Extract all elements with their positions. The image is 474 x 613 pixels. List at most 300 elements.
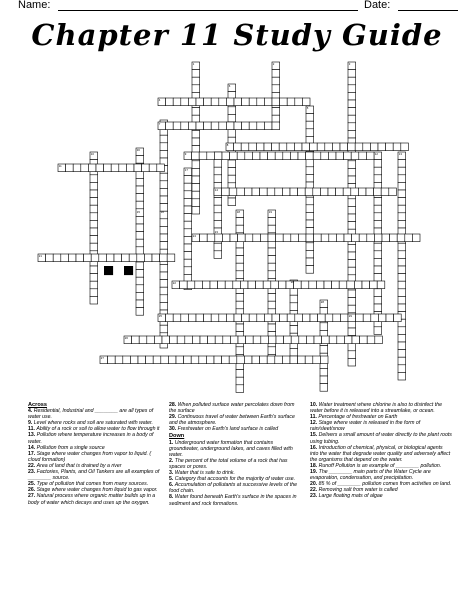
crossword-cell[interactable] — [348, 351, 356, 359]
crossword-cell[interactable] — [249, 314, 257, 322]
crossword-cell[interactable] — [337, 336, 345, 344]
crossword-cell[interactable] — [360, 336, 368, 344]
crossword-cell[interactable] — [129, 254, 137, 262]
crossword-cell[interactable] — [398, 342, 406, 350]
crossword-cell[interactable] — [398, 372, 406, 380]
crossword-cell[interactable] — [309, 281, 317, 289]
crossword-cell[interactable] — [160, 196, 168, 204]
crossword-cell[interactable] — [375, 336, 383, 344]
crossword-cell[interactable] — [192, 77, 200, 85]
crossword-cell[interactable] — [228, 175, 236, 183]
crossword-cell[interactable] — [264, 98, 272, 106]
crossword-cell[interactable] — [306, 243, 314, 251]
crossword-cell[interactable] — [136, 277, 144, 285]
crossword-cell[interactable] — [398, 190, 406, 198]
crossword-cell[interactable] — [214, 220, 222, 228]
crossword-cell[interactable] — [192, 176, 200, 184]
crossword-cell[interactable] — [191, 356, 199, 364]
crossword-cell[interactable] — [123, 356, 131, 364]
crossword-cell[interactable] — [377, 281, 385, 289]
crossword-cell[interactable] — [306, 220, 314, 228]
crossword-cell[interactable] — [257, 122, 265, 130]
crossword-cell[interactable] — [104, 164, 112, 172]
crossword-cell[interactable] — [283, 234, 291, 242]
crossword-cell[interactable] — [398, 213, 406, 221]
crossword-cell[interactable] — [272, 115, 280, 123]
crossword-cell[interactable] — [219, 98, 227, 106]
crossword-cell[interactable] — [166, 98, 174, 106]
crossword-cell[interactable] — [184, 244, 192, 252]
crossword-cell[interactable] — [398, 182, 406, 190]
crossword-cell[interactable] — [348, 214, 356, 222]
crossword-cell[interactable] — [294, 281, 302, 289]
crossword-cell[interactable] — [398, 357, 406, 365]
crossword-cell[interactable] — [398, 274, 406, 282]
crossword-cell[interactable] — [412, 234, 420, 242]
crossword-cell[interactable] — [268, 152, 276, 160]
crossword-cell[interactable] — [306, 266, 314, 274]
crossword-cell[interactable] — [398, 243, 406, 251]
crossword-cell[interactable] — [115, 356, 123, 364]
crossword-cell[interactable] — [355, 143, 363, 151]
crossword-cell[interactable] — [320, 384, 328, 392]
crossword-cell[interactable] — [248, 281, 256, 289]
crossword-cell[interactable] — [160, 287, 168, 295]
crossword-cell[interactable] — [184, 259, 192, 267]
crossword-cell[interactable] — [192, 130, 200, 138]
crossword-cell[interactable] — [352, 336, 360, 344]
crossword-cell[interactable] — [142, 164, 150, 172]
crossword-cell[interactable] — [90, 289, 98, 297]
crossword-cell[interactable] — [226, 122, 234, 130]
crossword-cell[interactable] — [152, 254, 160, 262]
crossword-cell[interactable] — [374, 213, 382, 221]
crossword-cell[interactable] — [398, 327, 406, 335]
crossword-cell[interactable] — [173, 314, 181, 322]
crossword-cell[interactable] — [192, 108, 200, 116]
crossword-cell[interactable] — [206, 356, 214, 364]
crossword-cell[interactable] — [306, 205, 314, 213]
crossword-cell[interactable] — [153, 356, 161, 364]
crossword-cell[interactable] — [313, 152, 321, 160]
crossword-cell[interactable] — [241, 143, 249, 151]
crossword-cell[interactable] — [366, 152, 374, 160]
crossword-cell[interactable] — [405, 234, 413, 242]
crossword-cell[interactable] — [320, 368, 328, 376]
crossword-cell[interactable] — [149, 164, 157, 172]
crossword-cell[interactable] — [230, 336, 238, 344]
crossword-cell[interactable] — [136, 224, 144, 232]
crossword-cell[interactable] — [122, 254, 130, 262]
crossword-cell[interactable] — [173, 98, 181, 106]
crossword-cell[interactable] — [111, 164, 119, 172]
crossword-cell[interactable] — [275, 356, 283, 364]
crossword-cell[interactable] — [234, 314, 242, 322]
crossword-cell[interactable] — [381, 188, 389, 196]
crossword-cell[interactable] — [313, 188, 321, 196]
crossword-cell[interactable] — [280, 314, 288, 322]
crossword-cell[interactable] — [290, 356, 298, 364]
crossword-cell[interactable] — [195, 281, 203, 289]
crossword-cell[interactable] — [177, 336, 185, 344]
crossword-cell[interactable] — [84, 254, 92, 262]
crossword-cell[interactable] — [61, 254, 69, 262]
crossword-cell[interactable] — [320, 346, 328, 354]
crossword-cell[interactable] — [106, 254, 114, 262]
crossword-cell[interactable] — [253, 234, 261, 242]
crossword-cell[interactable] — [245, 152, 253, 160]
crossword-cell[interactable] — [370, 281, 378, 289]
crossword-cell[interactable] — [184, 191, 192, 199]
crossword-cell[interactable] — [363, 143, 371, 151]
crossword-cell[interactable] — [339, 281, 347, 289]
crossword-cell[interactable] — [348, 115, 356, 123]
crossword-cell[interactable] — [316, 281, 324, 289]
crossword-cell[interactable] — [90, 198, 98, 206]
crossword-cell[interactable] — [356, 314, 364, 322]
crossword-cell[interactable] — [348, 161, 356, 169]
crossword-cell[interactable] — [136, 270, 144, 278]
crossword-cell[interactable] — [90, 213, 98, 221]
crossword-cell[interactable] — [374, 234, 382, 242]
crossword-cell[interactable] — [314, 234, 322, 242]
crossword-cell[interactable] — [294, 143, 302, 151]
crossword-cell[interactable] — [162, 336, 170, 344]
crossword-cell[interactable] — [398, 350, 406, 358]
crossword-cell[interactable] — [321, 234, 329, 242]
crossword-cell[interactable] — [160, 234, 168, 242]
crossword-cell[interactable] — [287, 98, 295, 106]
crossword-cell[interactable] — [318, 314, 326, 322]
crossword-cell[interactable] — [138, 356, 146, 364]
crossword-cell[interactable] — [397, 234, 405, 242]
crossword-cell[interactable] — [184, 252, 192, 260]
crossword-cell[interactable] — [264, 314, 272, 322]
crossword-cell[interactable] — [374, 220, 382, 228]
crossword-cell[interactable] — [348, 176, 356, 184]
crossword-cell[interactable] — [245, 234, 253, 242]
crossword-cell[interactable] — [320, 356, 328, 364]
crossword-cell[interactable] — [202, 281, 210, 289]
crossword-cell[interactable] — [160, 219, 168, 227]
crossword-cell[interactable] — [184, 356, 192, 364]
crossword-cell[interactable] — [214, 198, 222, 206]
crossword-cell[interactable] — [211, 314, 219, 322]
crossword-cell[interactable] — [298, 188, 306, 196]
crossword-cell[interactable] — [207, 234, 215, 242]
crossword-cell[interactable] — [160, 272, 168, 280]
crossword-cell[interactable] — [214, 167, 222, 175]
crossword-cell[interactable] — [200, 336, 208, 344]
crossword-cell[interactable] — [374, 188, 382, 196]
crossword-cell[interactable] — [192, 115, 200, 123]
crossword-cell[interactable] — [223, 336, 231, 344]
crossword-cell[interactable] — [374, 175, 382, 183]
crossword-cell[interactable] — [46, 254, 54, 262]
crossword-cell[interactable] — [351, 152, 359, 160]
crossword-cell[interactable] — [344, 152, 352, 160]
crossword-cell[interactable] — [66, 164, 74, 172]
crossword-cell[interactable] — [332, 143, 340, 151]
crossword-cell[interactable] — [320, 323, 328, 331]
crossword-cell[interactable] — [181, 98, 189, 106]
crossword-cell[interactable] — [90, 228, 98, 236]
crossword-cell[interactable] — [398, 281, 406, 289]
crossword-cell[interactable] — [173, 122, 181, 130]
crossword-cell[interactable] — [295, 98, 303, 106]
crossword-cell[interactable] — [160, 295, 168, 303]
crossword-cell[interactable] — [325, 314, 333, 322]
crossword-cell[interactable] — [290, 295, 298, 303]
crossword-cell[interactable] — [160, 226, 168, 234]
crossword-cell[interactable] — [256, 281, 264, 289]
crossword-cell[interactable] — [170, 336, 178, 344]
crossword-cell[interactable] — [322, 336, 330, 344]
crossword-cell[interactable] — [236, 385, 244, 393]
crossword-cell[interactable] — [398, 304, 406, 312]
crossword-cell[interactable] — [139, 336, 147, 344]
crossword-cell[interactable] — [204, 314, 212, 322]
crossword-cell[interactable] — [295, 314, 303, 322]
crossword-cell[interactable] — [268, 218, 276, 226]
crossword-cell[interactable] — [249, 143, 257, 151]
crossword-cell[interactable] — [244, 356, 252, 364]
crossword-cell[interactable] — [282, 188, 290, 196]
crossword-cell[interactable] — [313, 356, 321, 364]
crossword-cell[interactable] — [280, 98, 288, 106]
crossword-cell[interactable] — [283, 152, 291, 160]
crossword-cell[interactable] — [374, 266, 382, 274]
crossword-cell[interactable] — [332, 281, 340, 289]
crossword-cell[interactable] — [260, 188, 268, 196]
crossword-cell[interactable] — [348, 168, 356, 176]
crossword-cell[interactable] — [348, 108, 356, 116]
crossword-cell[interactable] — [226, 98, 234, 106]
crossword-cell[interactable] — [348, 143, 356, 151]
crossword-cell[interactable] — [371, 314, 379, 322]
crossword-cell[interactable] — [301, 281, 309, 289]
crossword-cell[interactable] — [236, 370, 244, 378]
crossword-cell[interactable] — [263, 281, 271, 289]
crossword-cell[interactable] — [260, 234, 268, 242]
crossword-cell[interactable] — [192, 336, 200, 344]
crossword-cell[interactable] — [160, 264, 168, 272]
crossword-cell[interactable] — [238, 336, 246, 344]
crossword-cell[interactable] — [211, 122, 219, 130]
crossword-cell[interactable] — [136, 285, 144, 293]
crossword-cell[interactable] — [264, 143, 272, 151]
crossword-cell[interactable] — [192, 138, 200, 146]
crossword-cell[interactable] — [214, 152, 222, 160]
crossword-cell[interactable] — [348, 328, 356, 336]
crossword-cell[interactable] — [192, 184, 200, 192]
crossword-cell[interactable] — [282, 356, 290, 364]
crossword-cell[interactable] — [374, 205, 382, 213]
crossword-cell[interactable] — [90, 220, 98, 228]
crossword-cell[interactable] — [398, 198, 406, 206]
crossword-cell[interactable] — [348, 244, 356, 252]
crossword-cell[interactable] — [328, 188, 336, 196]
crossword-cell[interactable] — [185, 336, 193, 344]
crossword-cell[interactable] — [136, 239, 144, 247]
crossword-cell[interactable] — [246, 336, 254, 344]
crossword-cell[interactable] — [302, 143, 310, 151]
crossword-cell[interactable] — [136, 292, 144, 300]
crossword-cell[interactable] — [166, 314, 174, 322]
crossword-cell[interactable] — [284, 336, 292, 344]
crossword-cell[interactable] — [268, 294, 276, 302]
crossword-cell[interactable] — [374, 243, 382, 251]
crossword-cell[interactable] — [268, 248, 276, 256]
crossword-cell[interactable] — [184, 267, 192, 275]
crossword-cell[interactable] — [348, 305, 356, 313]
crossword-cell[interactable] — [348, 298, 356, 306]
crossword-cell[interactable] — [219, 314, 227, 322]
crossword-cell[interactable] — [214, 205, 222, 213]
crossword-cell[interactable] — [290, 303, 298, 311]
crossword-cell[interactable] — [398, 334, 406, 342]
crossword-cell[interactable] — [374, 167, 382, 175]
crossword-cell[interactable] — [233, 281, 241, 289]
crossword-cell[interactable] — [398, 251, 406, 259]
crossword-cell[interactable] — [136, 232, 144, 240]
crossword-cell[interactable] — [188, 98, 196, 106]
crossword-cell[interactable] — [136, 178, 144, 186]
crossword-cell[interactable] — [386, 314, 394, 322]
crossword-cell[interactable] — [393, 143, 401, 151]
crossword-cell[interactable] — [268, 271, 276, 279]
crossword-cell[interactable] — [215, 336, 223, 344]
crossword-cell[interactable] — [249, 98, 257, 106]
crossword-cell[interactable] — [81, 164, 89, 172]
crossword-cell[interactable] — [348, 267, 356, 275]
crossword-cell[interactable] — [160, 143, 168, 151]
crossword-cell[interactable] — [374, 289, 382, 297]
crossword-cell[interactable] — [90, 274, 98, 282]
crossword-cell[interactable] — [298, 234, 306, 242]
crossword-cell[interactable] — [348, 290, 356, 298]
crossword-cell[interactable] — [298, 356, 306, 364]
crossword-cell[interactable] — [214, 160, 222, 168]
crossword-cell[interactable] — [218, 281, 226, 289]
crossword-cell[interactable] — [192, 161, 200, 169]
crossword-cell[interactable] — [236, 263, 244, 271]
crossword-cell[interactable] — [363, 314, 371, 322]
crossword-cell[interactable] — [333, 314, 341, 322]
crossword-cell[interactable] — [252, 152, 260, 160]
crossword-cell[interactable] — [358, 188, 366, 196]
crossword-cell[interactable] — [328, 152, 336, 160]
crossword-cell[interactable] — [136, 247, 144, 255]
crossword-cell[interactable] — [237, 356, 245, 364]
crossword-cell[interactable] — [228, 198, 236, 206]
crossword-cell[interactable] — [359, 152, 367, 160]
crossword-cell[interactable] — [299, 336, 307, 344]
crossword-cell[interactable] — [91, 254, 99, 262]
crossword-cell[interactable] — [306, 114, 314, 122]
crossword-cell[interactable] — [90, 205, 98, 213]
crossword-cell[interactable] — [200, 234, 208, 242]
crossword-cell[interactable] — [370, 143, 378, 151]
crossword-cell[interactable] — [302, 314, 310, 322]
crossword-cell[interactable] — [226, 314, 234, 322]
crossword-cell[interactable] — [192, 152, 200, 160]
crossword-cell[interactable] — [199, 356, 207, 364]
crossword-cell[interactable] — [229, 356, 237, 364]
crossword-cell[interactable] — [310, 314, 318, 322]
crossword-cell[interactable] — [184, 176, 192, 184]
crossword-cell[interactable] — [236, 256, 244, 264]
crossword-cell[interactable] — [228, 130, 236, 138]
crossword-cell[interactable] — [199, 152, 207, 160]
crossword-cell[interactable] — [192, 191, 200, 199]
crossword-cell[interactable] — [160, 242, 168, 250]
crossword-cell[interactable] — [137, 254, 145, 262]
crossword-cell[interactable] — [234, 122, 242, 130]
crossword-cell[interactable] — [234, 143, 242, 151]
crossword-cell[interactable] — [272, 70, 280, 78]
crossword-cell[interactable] — [108, 356, 116, 364]
crossword-cell[interactable] — [306, 250, 314, 258]
crossword-cell[interactable] — [348, 85, 356, 93]
crossword-cell[interactable] — [320, 376, 328, 384]
crossword-cell[interactable] — [188, 314, 196, 322]
crossword-cell[interactable] — [236, 301, 244, 309]
crossword-cell[interactable] — [264, 122, 272, 130]
crossword-cell[interactable] — [184, 221, 192, 229]
crossword-cell[interactable] — [215, 234, 223, 242]
crossword-cell[interactable] — [90, 266, 98, 274]
crossword-cell[interactable] — [99, 254, 107, 262]
crossword-cell[interactable] — [237, 188, 245, 196]
crossword-cell[interactable] — [306, 212, 314, 220]
crossword-cell[interactable] — [211, 98, 219, 106]
crossword-cell[interactable] — [210, 281, 218, 289]
crossword-cell[interactable] — [348, 77, 356, 85]
crossword-cell[interactable] — [378, 314, 386, 322]
crossword-cell[interactable] — [154, 336, 162, 344]
crossword-cell[interactable] — [367, 234, 375, 242]
crossword-cell[interactable] — [348, 123, 356, 131]
crossword-cell[interactable] — [271, 281, 279, 289]
crossword-cell[interactable] — [160, 173, 168, 181]
crossword-cell[interactable] — [192, 206, 200, 214]
crossword-cell[interactable] — [276, 234, 284, 242]
crossword-cell[interactable] — [204, 98, 212, 106]
crossword-cell[interactable] — [398, 160, 406, 168]
crossword-cell[interactable] — [374, 258, 382, 266]
crossword-cell[interactable] — [136, 308, 144, 316]
crossword-cell[interactable] — [160, 135, 168, 143]
crossword-cell[interactable] — [184, 214, 192, 222]
crossword-cell[interactable] — [272, 314, 280, 322]
crossword-cell[interactable] — [354, 281, 362, 289]
crossword-cell[interactable] — [242, 122, 250, 130]
crossword-cell[interactable] — [160, 280, 168, 288]
crossword-cell[interactable] — [236, 377, 244, 385]
crossword-cell[interactable] — [228, 107, 236, 115]
crossword-cell[interactable] — [348, 206, 356, 214]
crossword-cell[interactable] — [76, 254, 84, 262]
crossword-cell[interactable] — [90, 243, 98, 251]
crossword-cell[interactable] — [348, 199, 356, 207]
crossword-cell[interactable] — [268, 263, 276, 271]
crossword-cell[interactable] — [348, 70, 356, 78]
crossword-cell[interactable] — [268, 234, 276, 242]
crossword-cell[interactable] — [340, 314, 348, 322]
crossword-cell[interactable] — [192, 168, 200, 176]
crossword-cell[interactable] — [242, 98, 250, 106]
